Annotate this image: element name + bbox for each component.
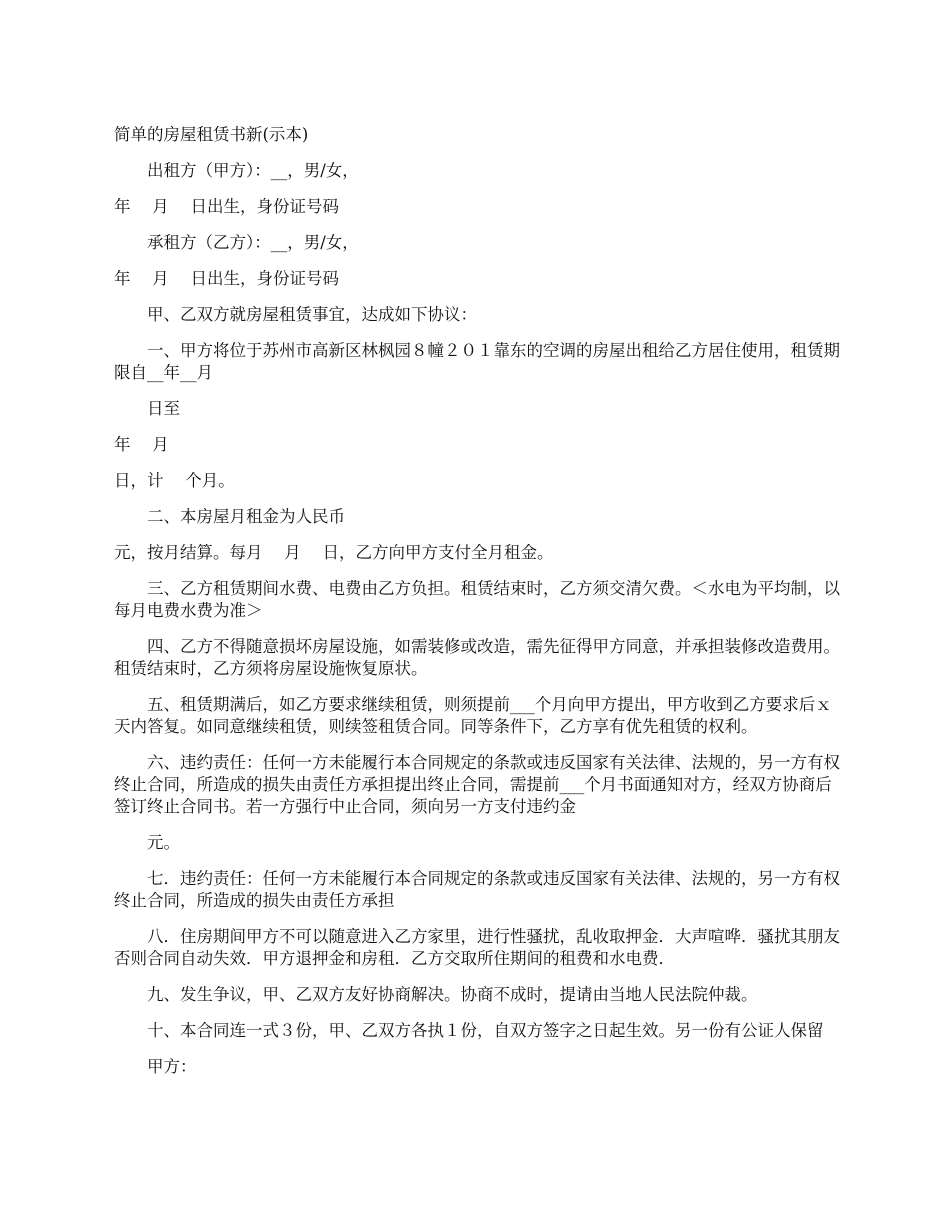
agreement-intro: 甲、乙双方就房屋租赁事宜，达成如下协议： [147,305,477,324]
clause-1: 一、甲方将位于苏州市高新区林枫园８幢２０１靠东的空调的房屋出租给乙方居住使用，租赁期限自__年__月 [114,341,840,382]
lessor-line: 出租方（甲方）：__，男/女， [147,161,359,180]
clause-1-year-month: 年 月 [114,435,169,454]
clause-2: 二、本房屋月租金为人民币 [147,507,345,526]
lessee-birth-line: 年 月 日出生，身份证号码 [114,269,339,288]
lessee-line: 承租方（乙方）：__，男/女， [147,233,359,252]
clause-5: 五、租赁期满后，如乙方要求继续租赁，则须提前___个月向甲方提出，甲方收到乙方要求后ｘ天内答复。如同意继续租赁，则续签租赁合同。同等条件下，乙方享有优先租赁的权利。 [114,695,832,736]
clause-10: 十、本合同连一式３份，甲、乙双方各执１份，自双方签字之日起生效。另一份有公证人保留 [147,1021,824,1040]
lessor-birth-line: 年 月 日出生，身份证号码 [114,197,339,216]
clause-1-day-count: 日，计 个月。 [114,471,235,490]
clause-7: 七．违约责任：任何一方未能履行本合同规定的条款或违反国家有关法律、法规的，另一方有权终止合同，所造成的损失由责任方承担 [114,869,840,910]
party-a-signature: 甲方： [147,1057,197,1076]
clause-1-until: 日至 [147,399,180,418]
clause-9: 九、发生争议，甲、乙双方友好协商解决。协商不成时，提请由当地人民法院仲裁。 [147,985,758,1004]
clause-6-amount: 元。 [147,833,180,852]
clause-4: 四、乙方不得随意损坏房屋设施，如需装修或改造，需先征得甲方同意，并承担装修改造费用。租赁结束时，乙方须将房屋设施恢复原状。 [114,637,840,678]
clause-3: 三、乙方租赁期间水费、电费由乙方负担。租赁结束时，乙方须交清欠费。＜水电为平均制，以每月电费水费为准＞ [114,579,840,620]
clause-2-payment: 元，按月结算。每月 月 日，乙方向甲方支付全月租金。 [114,543,554,562]
document-title: 简单的房屋租赁书新(示本) [114,125,309,144]
clause-6: 六、违约责任：任何一方未能履行本合同规定的条款或违反国家有关法律、法规的，另一方有权终止合同，所造成的损失由责任方承担提出终止合同，需提前___个月书面通知对方，经双方协商后签订终止合同书。若一方强行中止合同，须向另一方支付违约金 [114,753,840,816]
clause-8: 八．住房期间甲方不可以随意进入乙方家里，进行性骚扰，乱收取押金．大声喧哗．骚扰其朋友否则合同自动失效．甲方退押金和房租．乙方交取所住期间的租费和水电费． [114,927,840,968]
